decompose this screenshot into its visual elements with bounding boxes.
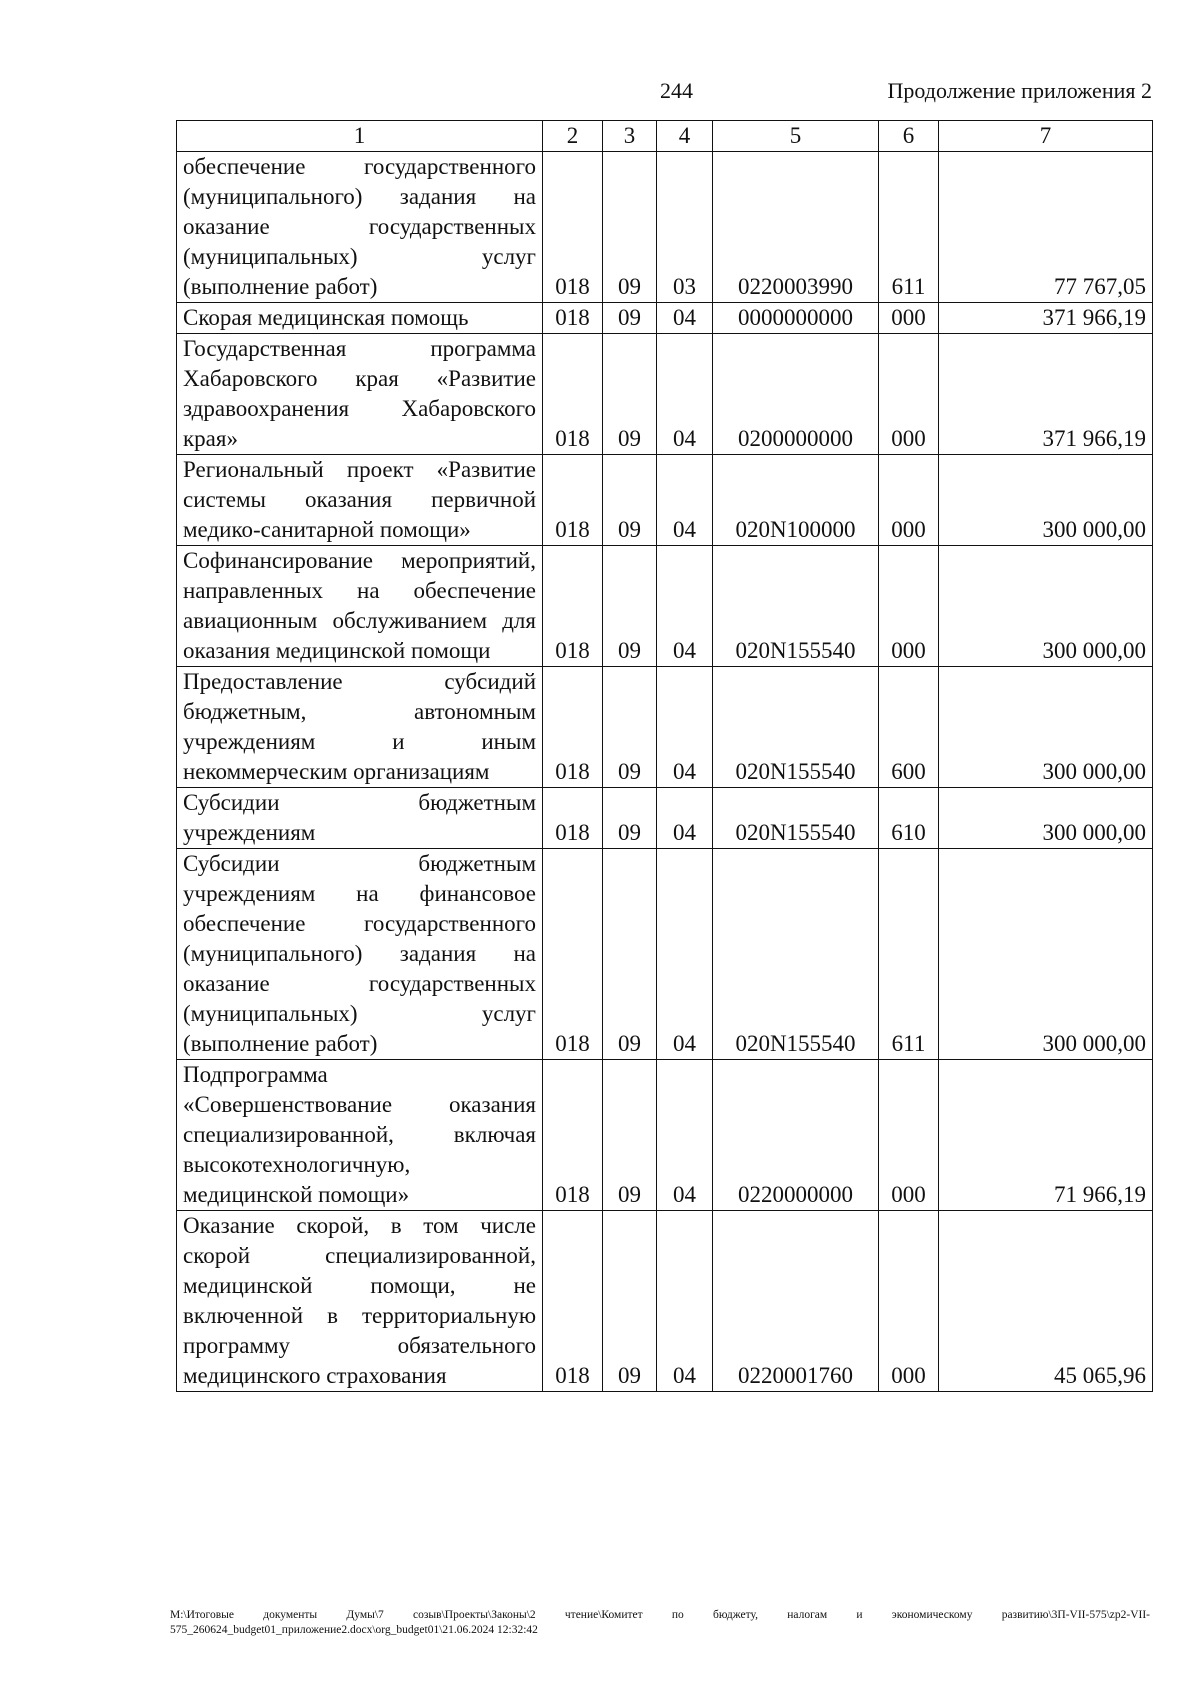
row-name: Софинансирование мероприятий, направленных на обеспечение авиационным обслуживанием для оказания медицинской помощи xyxy=(177,546,543,667)
cell-section: 09 xyxy=(603,303,657,334)
cell-expense-type: 611 xyxy=(879,152,939,303)
cell-amount: 300 000,00 xyxy=(939,667,1153,788)
column-header: 7 xyxy=(939,121,1153,152)
cell-subsection: 04 xyxy=(657,849,713,1060)
cell-subsection: 04 xyxy=(657,788,713,849)
cell-target-article: 020N155540 xyxy=(713,667,879,788)
table-header-row xyxy=(177,121,1153,152)
cell-amount: 77 767,05 xyxy=(939,152,1153,303)
row-name: Субсидии бюджетным учреждениям xyxy=(177,788,543,849)
cell-expense-type: 600 xyxy=(879,667,939,788)
cell-section: 09 xyxy=(603,546,657,667)
column-header: 2 xyxy=(543,121,603,152)
table-row xyxy=(177,1211,1153,1392)
cell-section: 09 xyxy=(603,667,657,788)
cell-target-article: 020N155540 xyxy=(713,546,879,667)
budget-table xyxy=(176,120,1153,1392)
cell-ministry-code: 018 xyxy=(543,455,603,546)
cell-subsection: 04 xyxy=(657,455,713,546)
cell-expense-type: 000 xyxy=(879,334,939,455)
cell-amount: 371 966,19 xyxy=(939,334,1153,455)
column-header: 6 xyxy=(879,121,939,152)
cell-section: 09 xyxy=(603,455,657,546)
cell-amount: 300 000,00 xyxy=(939,455,1153,546)
cell-subsection: 04 xyxy=(657,1211,713,1392)
cell-ministry-code: 018 xyxy=(543,303,603,334)
continuation-label: Продолжение приложения 2 xyxy=(887,78,1152,103)
cell-target-article: 0220001760 xyxy=(713,1211,879,1392)
cell-section: 09 xyxy=(603,1211,657,1392)
cell-section: 09 xyxy=(603,1060,657,1211)
cell-target-article: 020N155540 xyxy=(713,849,879,1060)
cell-expense-type: 611 xyxy=(879,849,939,1060)
row-name: Региональный проект «Развитие системы оказания первичной медико-санитарной помощи» xyxy=(177,455,543,546)
table-row xyxy=(177,788,1153,849)
cell-target-article: 020N100000 xyxy=(713,455,879,546)
cell-expense-type: 000 xyxy=(879,1060,939,1211)
cell-subsection: 04 xyxy=(657,1060,713,1211)
cell-expense-type: 000 xyxy=(879,455,939,546)
cell-amount: 371 966,19 xyxy=(939,303,1153,334)
table-row xyxy=(177,667,1153,788)
cell-ministry-code: 018 xyxy=(543,546,603,667)
cell-subsection: 04 xyxy=(657,667,713,788)
column-header: 3 xyxy=(603,121,657,152)
cell-ministry-code: 018 xyxy=(543,1211,603,1392)
page-number: 244 xyxy=(660,78,693,103)
row-name: Государственная программа Хабаровского края «Развитие здравоохранения Хабаровского края» xyxy=(177,334,543,455)
cell-ministry-code: 018 xyxy=(543,667,603,788)
cell-subsection: 04 xyxy=(657,334,713,455)
cell-target-article: 0220003990 xyxy=(713,152,879,303)
cell-ministry-code: 018 xyxy=(543,152,603,303)
cell-ministry-code: 018 xyxy=(543,1060,603,1211)
file-path-footer: M:\Итоговые документы Думы\7 созыв\Проекты\Законы\2 чтение\Комитет по бюджету, налогам и экономическому развитию\3П-VII-575\zp2-VII-575_260624_budget01_приложение2.docx\org_budget01\21.06.2024 12:32:42 xyxy=(170,1609,1150,1636)
column-header: 4 xyxy=(657,121,713,152)
cell-target-article: 0000000000 xyxy=(713,303,879,334)
cell-amount: 45 065,96 xyxy=(939,1211,1153,1392)
cell-expense-type: 610 xyxy=(879,788,939,849)
row-name: обеспечение государственного (муниципального) задания на оказание государственных (муниципальных) услуг (выполнение работ) xyxy=(177,152,543,303)
cell-expense-type: 000 xyxy=(879,1211,939,1392)
table-row xyxy=(177,152,1153,303)
cell-section: 09 xyxy=(603,334,657,455)
cell-amount: 71 966,19 xyxy=(939,1060,1153,1211)
cell-target-article: 020N155540 xyxy=(713,788,879,849)
cell-section: 09 xyxy=(603,152,657,303)
column-header: 5 xyxy=(713,121,879,152)
table-row xyxy=(177,303,1153,334)
cell-ministry-code: 018 xyxy=(543,788,603,849)
table-row xyxy=(177,455,1153,546)
cell-amount: 300 000,00 xyxy=(939,546,1153,667)
cell-target-article: 0200000000 xyxy=(713,334,879,455)
cell-amount: 300 000,00 xyxy=(939,849,1153,1060)
column-header: 1 xyxy=(177,121,543,152)
cell-subsection: 04 xyxy=(657,546,713,667)
cell-section: 09 xyxy=(603,788,657,849)
table-row xyxy=(177,849,1153,1060)
cell-expense-type: 000 xyxy=(879,546,939,667)
cell-section: 09 xyxy=(603,849,657,1060)
cell-subsection: 03 xyxy=(657,152,713,303)
row-name: Скорая медицинская помощь xyxy=(177,303,543,334)
cell-subsection: 04 xyxy=(657,303,713,334)
cell-expense-type: 000 xyxy=(879,303,939,334)
table-row xyxy=(177,546,1153,667)
cell-ministry-code: 018 xyxy=(543,849,603,1060)
table-row xyxy=(177,334,1153,455)
cell-ministry-code: 018 xyxy=(543,334,603,455)
row-name: Субсидии бюджетным учреждениям на финансовое обеспечение государственного (муниципального) задания на оказание государственных (муниципальных) услуг (выполнение работ) xyxy=(177,849,543,1060)
row-name: Подпрограмма «Совершенствование оказания специализированной, включая высокотехнологичную, медицинской помощи» xyxy=(177,1060,543,1211)
table-row xyxy=(177,1060,1153,1211)
row-name: Оказание скорой, в том числе скорой специализированной, медицинской помощи, не включенной в территориальную программу обязательного медицинского страхования xyxy=(177,1211,543,1392)
row-name: Предоставление субсидий бюджетным, автономным учреждениям и иным некоммерческим организациям xyxy=(177,667,543,788)
cell-amount: 300 000,00 xyxy=(939,788,1153,849)
cell-target-article: 0220000000 xyxy=(713,1060,879,1211)
